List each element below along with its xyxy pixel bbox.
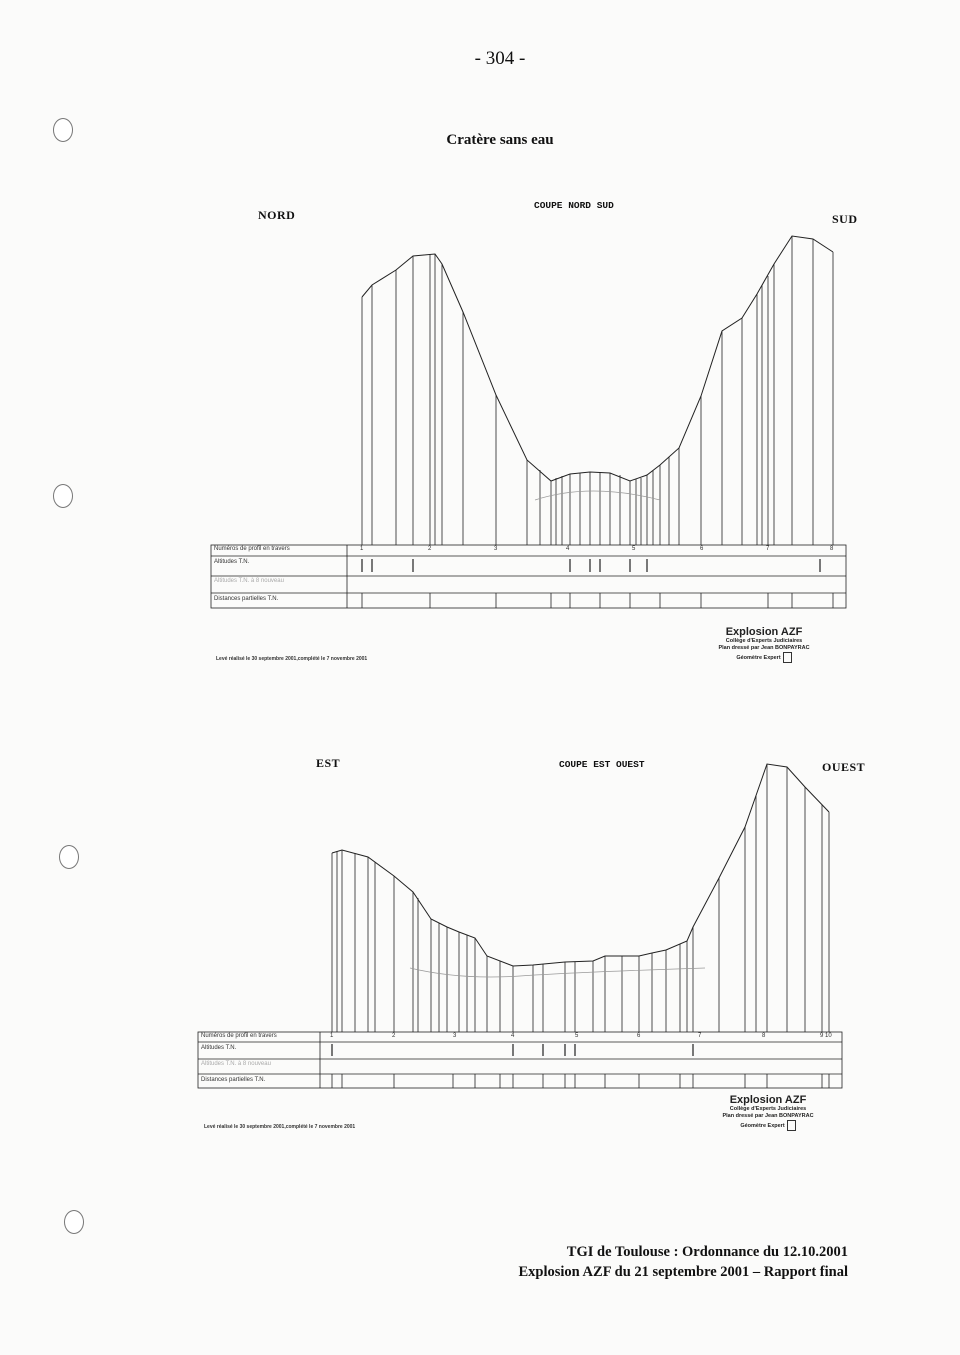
section2-distance-ticks [332, 1074, 829, 1088]
section1-profile-number: 8 [830, 546, 834, 552]
section2-terrain-line [332, 764, 829, 966]
section1-row-label-1: Numéros de profil en travers [214, 546, 290, 552]
section1-row-label-4: Distances partielles T.N. [214, 596, 279, 602]
section2-profile-number: 7 [698, 1033, 702, 1039]
page-title: Cratère sans eau [446, 132, 554, 148]
section2-profile-number: 9 10 [820, 1033, 832, 1039]
section1-stamp-author: Plan dressé par Jean BONPAYRAC [718, 645, 810, 651]
section1-profile-number: 1 [360, 546, 364, 552]
section2-right-label: OUEST [822, 760, 866, 774]
section2-new-terrain-curve [410, 968, 705, 977]
section2-vertical-lines [332, 764, 829, 1032]
section2-title: COUPE EST OUEST [559, 759, 645, 770]
section1-stamp-college: Collège d'Experts Judiciaires [725, 638, 803, 644]
section2-stamp-title: Explosion AZF [729, 1094, 807, 1106]
section1-row-label-2: Altitudes T.N. [214, 559, 250, 565]
section2-row-label-2: Altitudes T.N. [201, 1045, 237, 1051]
section2-profile-number: 1 [330, 1033, 334, 1039]
section1-profile-number: 4 [566, 546, 570, 552]
section1-stamp [700, 626, 828, 663]
section1-profile-number: 7 [766, 546, 770, 552]
geometre-logo-icon [783, 652, 792, 663]
section2-profile-chart [0, 700, 960, 1100]
section2-stamp-author: Plan dressé par Jean BONPAYRAC [722, 1113, 814, 1119]
section2-stamp-college: Collège d'Experts Judiciaires [729, 1106, 807, 1112]
section1-table-grid [211, 545, 846, 608]
section2-profile-number: 2 [392, 1033, 396, 1039]
section1-profile-number: 3 [494, 546, 498, 552]
binder-hole-4 [64, 1210, 84, 1234]
section1-left-label: NORD [258, 208, 296, 222]
section2-profile-number: 3 [453, 1033, 457, 1039]
section2-table-grid [198, 1032, 842, 1088]
section2-profile-number: 4 [511, 1033, 515, 1039]
section1-title: COUPE NORD SUD [534, 200, 614, 211]
section2-row-label-3: Altitudes T.N. à 8 nouveau [201, 1061, 271, 1067]
section1-vertical-lines [362, 236, 833, 545]
section1-stamp-role: Géomètre Expert [736, 654, 781, 661]
section2-profile-number: 8 [762, 1033, 766, 1039]
section2-row-label-4: Distances partielles T.N. [201, 1077, 266, 1083]
section2-row-label-1: Numéros de profil en travers [201, 1033, 277, 1039]
section2-stamp-role: Géomètre Expert [740, 1122, 785, 1129]
section2-profile-number: 5 [575, 1033, 579, 1039]
section1-right-label: SUD [832, 212, 858, 226]
section1-profile-number: 6 [700, 546, 704, 552]
geometre-logo-icon [787, 1120, 796, 1131]
section2-survey-note: Levé réalisé le 30 septembre 2001,complété le 7 novembre 2001 [204, 1124, 356, 1130]
section2-profile-number: 6 [637, 1033, 641, 1039]
section1-altitude-marks [362, 559, 820, 572]
section1-profile-number: 2 [428, 546, 432, 552]
section1-row-label-3: Altitudes T.N. à 8 nouveau [214, 578, 284, 584]
footer-line-1: TGI de Toulouse : Ordonnance du 12.10.2001 [566, 1244, 848, 1260]
section2-left-label: EST [316, 756, 341, 770]
section1-stamp-title: Explosion AZF [725, 626, 803, 638]
section1-profile-chart [0, 0, 960, 620]
page-number: - 304 - [474, 48, 526, 69]
section1-survey-note: Levé réalisé le 30 septembre 2001,complété le 7 novembre 2001 [216, 656, 368, 662]
section1-profile-number: 5 [632, 546, 636, 552]
section1-distance-ticks [362, 593, 833, 608]
section2-altitude-marks [332, 1044, 693, 1056]
section2-stamp [704, 1094, 832, 1131]
footer-line-2: Explosion AZF du 21 septembre 2001 – Rapport final [518, 1264, 848, 1280]
